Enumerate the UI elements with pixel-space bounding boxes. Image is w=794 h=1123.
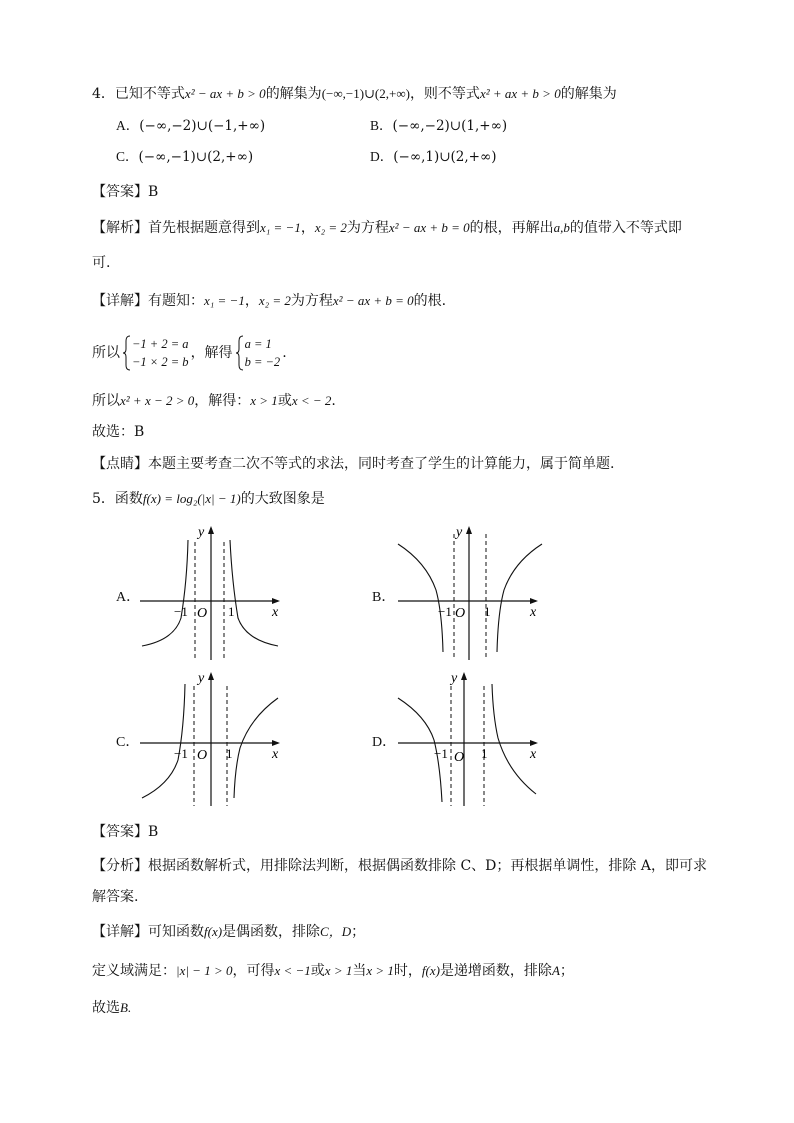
x-axis-arrow-icon (272, 598, 280, 604)
choice-line: 故选B. (92, 1000, 132, 1016)
tick-pos-label: 1 (226, 746, 233, 761)
tick-neg-label: −1 (438, 604, 452, 619)
axis-x-label: x (272, 605, 279, 620)
answer-line: 【答案】B (92, 184, 159, 200)
detail-line: 【详解】可知函数f(x)是偶函数，排除C，D； (92, 924, 366, 940)
graph-b[interactable] (396, 522, 546, 662)
equation-system-2: a = 1 b = −2 (235, 335, 281, 371)
tick-pos-label: 1 (484, 604, 491, 619)
curve-right (492, 684, 536, 794)
answer-tag: 【答案】 (92, 824, 148, 840)
analysis-continuation: 解答案. (92, 889, 139, 905)
tick-pos-label: 1 (481, 746, 488, 761)
axis-x-label: x (530, 605, 537, 620)
curve-right (230, 540, 278, 646)
origin-label: O (454, 750, 465, 765)
tick-pos-label: 1 (228, 604, 235, 619)
graph-b-label[interactable]: B． (372, 590, 396, 605)
domain-line: 定义域满足：|x| − 1 > 0，可得x < −1或x > 1当x > 1时，f(x)是递增函数，排除A； (92, 963, 574, 979)
curve-left (142, 540, 188, 646)
y-axis-arrow-icon (466, 526, 472, 534)
brace-icon (235, 335, 244, 371)
graph-c-label[interactable]: C． (116, 735, 140, 750)
curve-left (398, 544, 443, 652)
option-c[interactable]: C．(−∞,−1)∪(2,+∞) (116, 149, 254, 165)
detail-tag: 【详解】 (92, 924, 148, 940)
curve-left (142, 684, 185, 798)
tick-neg-label: −1 (174, 604, 188, 619)
graph-d-label[interactable]: D． (372, 735, 397, 750)
solution-line: 所以x² + x − 2 > 0，解得：x > 1或x < − 2. (92, 393, 336, 409)
detail-line: 【详解】有题知：x₁ = −1，x₂ = 2为方程x² − ax + b = 0的根. (92, 293, 447, 309)
graph-d[interactable] (396, 668, 546, 808)
brace-icon (122, 335, 131, 371)
question-5-stem: 5．函数f(x) = log₂(|x| − 1)的大致图象是 (92, 491, 325, 507)
analysis-continuation: 可. (92, 255, 111, 271)
equation-system-1: −1 + 2 = a −1 × 2 = b (122, 335, 189, 371)
y-axis-arrow-icon (461, 672, 467, 680)
comment-tag: 【点睛】 (92, 456, 148, 472)
curve-right (497, 544, 542, 652)
x-axis-arrow-icon (272, 740, 280, 746)
option-a[interactable]: A．(−∞,−2)∪(−1,+∞) (116, 118, 266, 134)
comment-line: 【点睛】本题主要考查二次不等式的求法，同时考查了学生的计算能力，属于简单题. (92, 456, 615, 472)
option-d[interactable]: D．(−∞,1)∪(2,+∞) (370, 149, 497, 165)
axis-y-label: y (198, 671, 205, 686)
equation-system-line: 所以 −1 + 2 = a −1 × 2 = b ，解得 a = 1 b = −2 . (92, 337, 287, 369)
tick-neg-label: −1 (434, 746, 448, 761)
origin-label: O (455, 606, 466, 621)
y-axis-arrow-icon (208, 672, 214, 680)
graph-a[interactable] (138, 522, 288, 662)
axis-y-label: y (456, 525, 463, 540)
origin-label: O (197, 606, 208, 621)
axis-y-label: y (451, 671, 458, 686)
x-axis-arrow-icon (530, 740, 538, 746)
question-number: 4． (92, 86, 115, 102)
option-b[interactable]: B．(−∞,−2)∪(1,+∞) (370, 118, 508, 134)
detail-tag: 【详解】 (92, 293, 148, 309)
graph-c[interactable] (138, 668, 288, 808)
axis-x-label: x (530, 747, 537, 762)
x-axis-arrow-icon (530, 598, 538, 604)
answer-tag: 【答案】 (92, 184, 148, 200)
answer-line: 【答案】B (92, 824, 159, 840)
analysis-line: 【分析】根据函数解析式，用排除法判断，根据偶函数排除 C、D；再根据单调性，排除 A，即可求 (92, 858, 707, 874)
axis-x-label: x (272, 747, 279, 762)
question-number: 5． (92, 491, 115, 507)
y-axis-arrow-icon (208, 526, 214, 534)
question-4-stem: 4．已知不等式x² − ax + b > 0的解集为(−∞,−1)∪(2,+∞)，则不等式x² + ax + b > 0的解集为 (92, 86, 617, 102)
analysis-tag: 【分析】 (92, 858, 148, 874)
axis-y-label: y (198, 525, 205, 540)
analysis-line: 【解析】首先根据题意得到x₁ = −1，x₂ = 2为方程x² − ax + b = 0的根，再解出a,b的值带入不等式即 (92, 220, 682, 236)
graph-a-label[interactable]: A． (116, 590, 141, 605)
tick-neg-label: −1 (174, 746, 188, 761)
origin-label: O (197, 748, 208, 763)
analysis-tag: 【解析】 (92, 220, 148, 236)
choice-line: 故选：B (92, 424, 145, 440)
